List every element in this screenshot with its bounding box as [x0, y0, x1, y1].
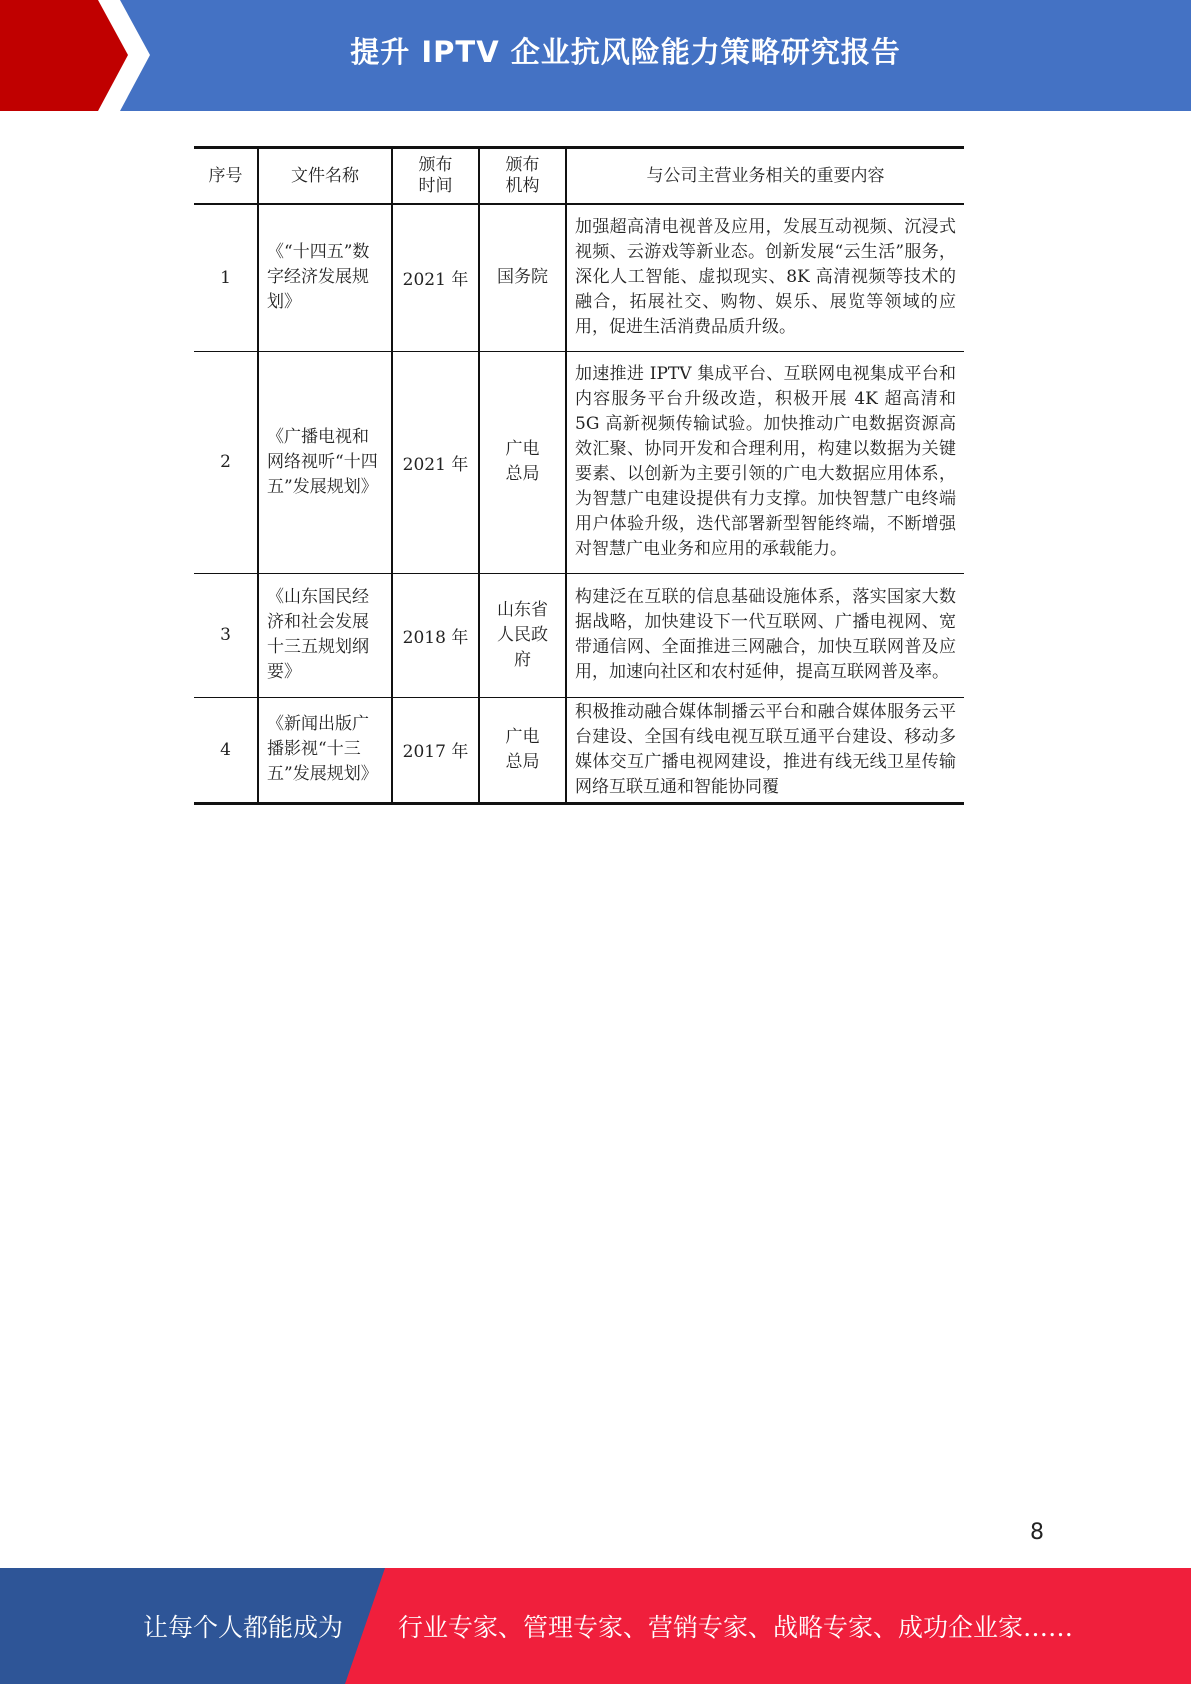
- table-row: [194, 697, 964, 803]
- table-header-row: [194, 148, 964, 205]
- row-index: 3: [194, 573, 258, 697]
- row-index: 4: [194, 697, 258, 803]
- row-org: 广电总局: [479, 697, 566, 803]
- policy-table: [194, 146, 964, 805]
- table-row: [194, 351, 964, 573]
- row-year: 2021 年: [392, 351, 479, 573]
- row-document-name: 《山东国民经济和社会发展十三五规划纲要》: [258, 573, 392, 697]
- row-org: 山东省人民政府: [479, 573, 566, 697]
- page-number: 8: [1030, 1520, 1044, 1545]
- col-header-name: 文件名称: [258, 148, 392, 205]
- table-row: [194, 573, 964, 697]
- row-index: 1: [194, 204, 258, 351]
- row-index: 2: [194, 351, 258, 573]
- row-content: 加速推进 IPTV 集成平台、互联网电视集成平台和内容服务平台升级改造，积极开展 4K 超高清和 5G 高新视频传输试验。加快推动广电数据资源高效汇聚、协同开发和合理利用，构建以数据为关键要素、以创新为主要引领的广电大数据应用体系，为智慧广电建设提供有力支撑。加快智慧广电终端用户体验升级，迭代部署新型智能终端，不断增强对智慧广电业务和应用的承载能力。: [566, 351, 964, 573]
- row-content: 加强超高清电视普及应用，发展互动视频、沉浸式视频、云游戏等新业态。创新发展“云生活”服务，深化人工智能、虚拟现实、8K 高清视频等技术的融合，拓展社交、购物、娱乐、展览等领域的应用，促进生活消费品质升级。: [566, 204, 964, 351]
- page-footer: [0, 1568, 1191, 1684]
- page-header: [0, 0, 1191, 111]
- report-title: 提升 IPTV 企业抗风险能力策略研究报告: [350, 34, 901, 69]
- row-org: 国务院: [479, 204, 566, 351]
- row-year: 2017 年: [392, 697, 479, 803]
- footer-slogan-right: 行业专家、管理专家、营销专家、战略专家、成功企业家……: [398, 1613, 1074, 1642]
- col-header-year: 颁布时间: [392, 148, 479, 205]
- row-year: 2021 年: [392, 204, 479, 351]
- row-document-name: 《广播电视和网络视听“十四五”发展规划》: [258, 351, 392, 573]
- row-document-name: 《“十四五”数字经济发展规划》: [258, 204, 392, 351]
- col-header-org: 颁布机构: [479, 148, 566, 205]
- row-content: 构建泛在互联的信息基础设施体系，落实国家大数据战略，加快建设下一代互联网、广播电视网、宽带通信网、全面推进三网融合，加快互联网普及应用，加速向社区和农村延伸，提高互联网普及率。: [566, 573, 964, 697]
- row-content: 积极推动融合媒体制播云平台和融合媒体服务云平台建设、全国有线电视互联互通平台建设、移动多媒体交互广播电视网建设，推进有线无线卫星传输网络互联互通和智能协同覆: [566, 697, 964, 803]
- footer-slogan-left: 让每个人都能成为: [143, 1613, 344, 1642]
- col-header-index: 序号: [194, 148, 258, 205]
- col-header-content: 与公司主营业务相关的重要内容: [566, 148, 964, 205]
- row-org: 广电总局: [479, 351, 566, 573]
- row-document-name: 《新闻出版广播影视“十三五”发展规划》: [258, 697, 392, 803]
- table-row: [194, 204, 964, 351]
- row-year: 2018 年: [392, 573, 479, 697]
